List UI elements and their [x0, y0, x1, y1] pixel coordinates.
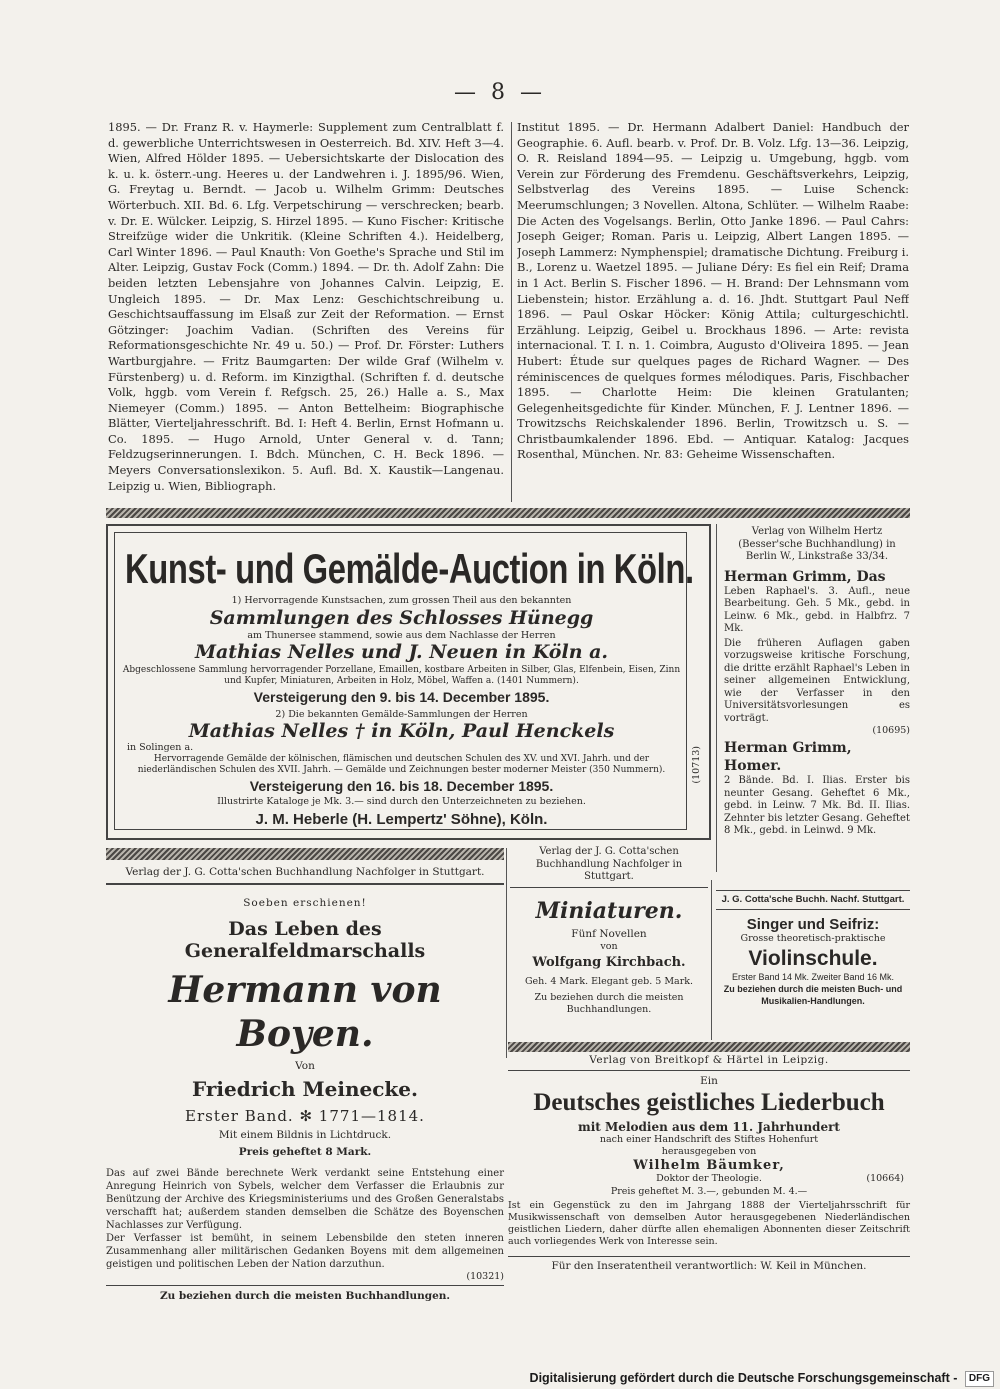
cotta-left-text1: Das auf zwei Bände berechnete Werk verdankt seine Entstehung einer Anregung Heinrich von Sybels, welcher dem Verfasser die Erlaubnis zur Benützung der Archive des Kriegsministeriums und des Großen Generalstabs verschafft hat; außerdem standen demselben die Schätze des Boyenschen Nachlasses zur Verfügung.	[106, 1168, 504, 1231]
cotta-left-soeben: Soeben erschienen!	[243, 897, 367, 909]
breitkopf-text: Ist ein Gegenstück zu den im Jahrgang 1888 der Vierteljahrsschrift für Musikwissenschaft von demselben Autor herausgegebenen Niederländischen geistlichen Liedern, daher dürfte allen ehemaligen Abonnenten dieser Zeitschrift auch vorliegendes Werk von Interesse sein.	[508, 1200, 910, 1247]
breitkopf-rule	[508, 1070, 910, 1071]
auction-ad-inner	[114, 532, 694, 830]
cotta-left-ad	[106, 866, 504, 1302]
breitkopf-price: Preis geheftet M. 3.—, gebunden M. 4.—	[610, 1186, 808, 1197]
auction-number: (10713)	[691, 746, 702, 784]
auction-line6: Hervorragende Gemälde der kölnischen, flämischen und deutschen Schulen des XV. und XVI. Jahrh. und der niederländischen Schulen des XVII. Jahrh. — Gemälde und Zeichnungen bester moderner Meister (350 Nummern).	[137, 754, 666, 775]
page-number: — 8 —	[454, 80, 546, 105]
dfg-logo-icon: DFG	[965, 1371, 994, 1387]
cotta-mid-author: Wolfgang Kirchbach.	[532, 954, 686, 970]
hertz-author2: Herman Grimm, Homer.	[724, 740, 852, 774]
breitkopf-title: Deutsches geistliches Liederbuch	[533, 1089, 885, 1116]
cotta-left-title2: Hermann von Boyen.	[168, 969, 442, 1055]
breitkopf-line2: herausgegeben von	[661, 1146, 757, 1157]
cotta-right-title: Singer und Seifriz:	[746, 916, 880, 933]
hertz-divider	[716, 524, 717, 872]
footer-text: Digitalisierung gefördert durch die Deutsche Forschungsgemeinschaft -	[529, 1371, 958, 1385]
hertz-number1: (10695)	[872, 725, 910, 736]
breitkopf-degree: Doktor der Theologie.	[656, 1173, 762, 1184]
auction-line5: in Solingen a.	[127, 742, 194, 753]
digitization-footer	[360, 1368, 1000, 1389]
cotta-right-closing: Zu beziehen durch die meisten Buch- und Musikalien-Handlungen.	[723, 984, 903, 1006]
hertz-book1: Leben Raphael's. 3. Aufl., neue Bearbeitung. Geh. 5 Mk., gebd. in Leinw. 6 Mk., gebd. in Halbfrz. 7 Mk.	[724, 585, 910, 634]
breitkopf-ein: Ein	[700, 1075, 718, 1087]
cotta-left-rule	[106, 883, 504, 885]
auction-line3: Abgeschlossene Sammlung hervorragender Porzellane, Emaillen, kostbare Arbeiten in Silber, Glas, Elfenbein, Eisen, Zinn und Kupfer, Miniaturen, Arbeiten in Holz, Möbel, Waffen a. (1401 Nummern).	[122, 665, 681, 686]
breitkopf-sub: mit Melodien aus dem 11. Jahrhundert	[578, 1120, 840, 1134]
breitkopf-author: Wilhelm Bäumker,	[633, 1158, 785, 1173]
cotta-mid-rule	[510, 887, 708, 888]
cotta-left-bildnis: Mit einem Bildnis in Lichtdruck.	[218, 1129, 392, 1141]
cotta-right-sub: Grosse theoretisch-praktische	[740, 933, 886, 944]
cotta-left-text2: Der Verfasser ist bemüht, in seinem Lebensbilde den steten inneren Zusammenhang aller militärischen Gedanken Boyens mit dem allgemeinen geistigen und politischen Leben der Nation darzuthun.	[106, 1233, 504, 1270]
auction-line4: 2) Die bekannten Gemälde-Sammlungen der Herren	[275, 709, 528, 720]
breitkopf-publisher: Verlag von Breitkopf & Härtel in Leipzig.	[589, 1054, 829, 1066]
breitkopf-ad	[508, 1054, 910, 1254]
cotta-mid-von: von	[600, 940, 618, 952]
cotta-right-rule-top	[716, 890, 910, 891]
cotta-mid-price: Geh. 4 Mark. Elegant geb. 5 Mark.	[524, 975, 694, 987]
cotta-right-publisher: J. G. Cotta'sche Buchh. Nachf. Stuttgart.	[721, 894, 905, 905]
cotta-mid-title: Miniaturen.	[535, 897, 683, 924]
column-divider	[511, 122, 512, 502]
cotta-left-title1: Das Leben des Generalfeldmarschalls	[184, 918, 426, 962]
breitkopf-number: (10664)	[866, 1173, 904, 1184]
top-left-text: 1895. — Dr. Franz R. v. Haymerle: Supplement zum Centralblatt f. d. gewerbliche Unterrichtswesen in Oesterreich. Bd. XIV. Heft 3—4. Wien, Alfred Hölder 1895. — Uebersichtskarte der Dislocation des k. u. k. österr.-ung. Heeres u. der Landwehren i. J. 1895/96. Wien, G. Freytag u. Berndt. — Jacob u. Wilhelm Grimm: Deutsches Wörterbuch. XII. Bd. 6. Lfg. Verpetschirung — verschrecken; bearb. v. Dr. E. Wülcker. Leipzig, S. Hirzel 1895. — Kuno Fischer: Kritische Streifzüge wider die Unkritik. (Kleine Schriften 4.). Heidelberg, Carl Winter 1896. — Paul Knauth: Von Goethe's Sprache und Stil im Alter. Leipzig, Gustav Fock (Comm.) 1894. — Dr. th. Adolf Zahn: Die beiden letzten Lebensjahre von Johannes Calvin. Leipzig, E. Ungleich 1895. — Dr. Max Lenz: Geschichtschreibung u. Geschichtsauffassung im Elsaß zur Zeit der Reformation. — Ernst Götzinger: Joachim Vadian. (Schriften des Vereins für Reformationsgeschichte Nr. 49 u. 50.) — Prof. Dr. Förster: Luthers Wartburgjahre. — Fritz Baumgarten: Der wilde Graf (Wilhelm v. Fürstenberg) u. d. Reform. im Kinzigthal. (Schriften f. d. deutsche Volk, hggb. vom Verein f. Refgsch. 25, 26.) Halle a. S., Max Niemeyer (Comm.) 1895. — Anton Bettelheim: Biographische Blätter, Vierteljahresschrift. Bd. I: Heft 4. Berlin, Ernst Hofmann u. Co. 1895. — Hugo Arnold, Unter General v. d. Tann; Feldzugserinnerungen. I. Bdch. München, C. H. Beck 1896. — Meyers Conversationslexikon. 5. Aufl. Bd. X. Kaustik—Langenau. Leipzig u. Wien, Bibliograph.	[108, 120, 504, 493]
cotta-right-rule	[716, 909, 910, 910]
breitkopf-line1: nach einer Handschrift des Stiftes Hohenfurt	[599, 1134, 819, 1145]
hertz-book2: 2 Bände. Bd. I. Ilias. Erster bis neunter Gesang. Geheftet 6 Mk., gebd. in Leinw. 7 Mk. Bd. II. Ilias. Zehnter bis letzter Gesang. Geheftet 8 Mk., gebd. in Leinwd. 9 Mk.	[724, 775, 910, 836]
cotta-left-number: (10321)	[466, 1271, 504, 1282]
top-right-text: Institut 1895. — Dr. Hermann Adalbert Daniel: Handbuch der Geographie. 6. Aufl. bearb. v. Prof. Dr. B. Volz. Lfg. 13—36. Leipzig, O. R. Reisland 1894—95. — Leipzig u. Umgebung, hggb. vom Verein zur Förderung des Fremdenu. Geschäftsverkehrs, Leipzig, Selbstverlag des Vereins 1895. — Luise Schenck: Meerumschlungen; 3 Novellen. Altona, Schlüter. — Wilhelm Raabe: Die Acten des Vogelsangs. Berlin, Otto Janke 1896. — Paul Cahrs: Joseph Geiger; Roman. Paris u. Leipzig, Albert Langen 1895. — Joseph Lammerz: Nymphenspiel; dramatische Dichtung. Freiburg i. B., Lorenz u. Waetzel 1895. — Juliane Déry: Es fiel ein Reif; Drama in 1 Act. Berlin S. Fischer 1896. — H. Brand: Der Lehnsmann vom Liebenstein; histor. Erzählung a. d. 16. Jhdt. Stuttgart Paul Neff 1896. — Paul Oskar Höcker: König Attila; culturgeschichtl. Erzählung. Leipzig, Geibel u. Brockhaus 1896. — Arte: revista internacional. T. I. n. 1. Coimbra, Augusto d'Oliveira 1895. — Jean Hubert: Étude sur quelques pages de Richard Wagner. — Des réminiscences de quelques formes mélodiques. Paris, Fischbacher 1895. — Charlotte Heim: Die kleinen Gratulanten; Gelegenheitsgedichte für Kinder. München, F. J. Lentner 1896. — Trowitzschs Reichskalender 1896. Berlin, Trowitzsch u. S. — Christbaumkalender 1896. Ebd. — Antiquar. Katalog: Jacques Rosenthal, München. Nr. 83: Geheime Wissenschaften.	[517, 120, 909, 462]
cotta-mid-sub: Fünf Novellen	[571, 927, 647, 940]
divider-hatch-right	[508, 1042, 910, 1052]
cotta-left-volume: Erster Band. ✻ 1771—1814.	[185, 1107, 425, 1125]
auction-date2: Versteigerung den 16. bis 18. December 1895.	[249, 778, 554, 794]
auction-line7: Illustrirte Kataloge je Mk. 3.— sind durch den Unterzeichneten zu beziehen.	[217, 796, 586, 807]
divider-hatch	[106, 508, 910, 518]
auction-line1: 1) Hervorragende Kunstsachen, zum grossen Theil aus den bekannten	[231, 595, 572, 606]
auction-names2: Mathias Nelles † in Köln, Paul Henckels	[188, 720, 615, 742]
cotta-left-von: Von	[295, 1060, 315, 1072]
cotta-right-book: Violinschule.	[748, 947, 878, 970]
breitkopf-degree-row	[508, 1173, 910, 1186]
hertz-text1: Die früheren Auflagen gaben vorzugsweise kritische Forschung, die dritte erzählt Raphael's Leben in seiner allgemeinen Entwicklung, wie der Verfasser in den Universitätsvorlesungen es vorträgt.	[724, 637, 910, 724]
auction-line2: am Thunersee stammend, sowie aus dem Nachlasse der Herren	[247, 630, 556, 641]
top-right-column	[517, 120, 909, 498]
cotta-left-closing: Zu beziehen durch die meisten Buchhandlungen.	[159, 1290, 451, 1302]
hertz-author1: Herman Grimm, Das	[724, 568, 886, 585]
divider-hatch-left	[106, 848, 504, 860]
auction-date1: Versteigerung den 9. bis 14. December 1895.	[253, 689, 550, 705]
cotta-mid-publisher: Verlag der J. G. Cotta'schen Buchhandlung Nachfolger in Stuttgart.	[535, 846, 683, 882]
hertz-publisher: Verlag von Wilhelm Hertz (Besser'sche Buchhandlung) in Berlin W., Linkstraße 33/34.	[738, 526, 896, 562]
cotta-right-price: Erster Band 14 Mk. Zweiter Band 16 Mk.	[731, 972, 895, 982]
auction-title: Kunst- und Gemälde-Auction in Köln.	[125, 545, 694, 592]
top-left-column	[108, 120, 504, 498]
responsibility-rule	[508, 1256, 910, 1257]
cotta-right-ad	[716, 890, 910, 1040]
auction-collection: Sammlungen des Schlosses Hünegg	[209, 607, 594, 629]
auction-firm: J. M. Heberle (H. Lempertz' Söhne), Köln.	[255, 811, 548, 828]
cotta-mid-ad	[510, 846, 708, 1036]
cotta-left-price: Preis geheftet 8 Mark.	[238, 1146, 372, 1158]
cotta-mid-divider	[506, 848, 507, 1058]
cotta-left-rule2	[106, 1285, 504, 1286]
hertz-ad	[724, 526, 910, 871]
cotta-left-author: Friedrich Meinecke.	[192, 1077, 418, 1101]
cotta-left-publisher: Verlag der J. G. Cotta'schen Buchhandlung Nachfolger in Stuttgart.	[125, 866, 485, 878]
auction-names1: Mathias Nelles und J. Neuen in Köln a.	[194, 641, 609, 663]
auction-ad	[106, 524, 711, 840]
cotta-right-divider	[711, 880, 712, 1040]
responsibility-note: Für den Inseratentheil verantwortlich: W. Keil in München.	[551, 1260, 867, 1272]
cotta-mid-closing: Zu beziehen durch die meisten Buchhandlungen.	[534, 991, 684, 1015]
